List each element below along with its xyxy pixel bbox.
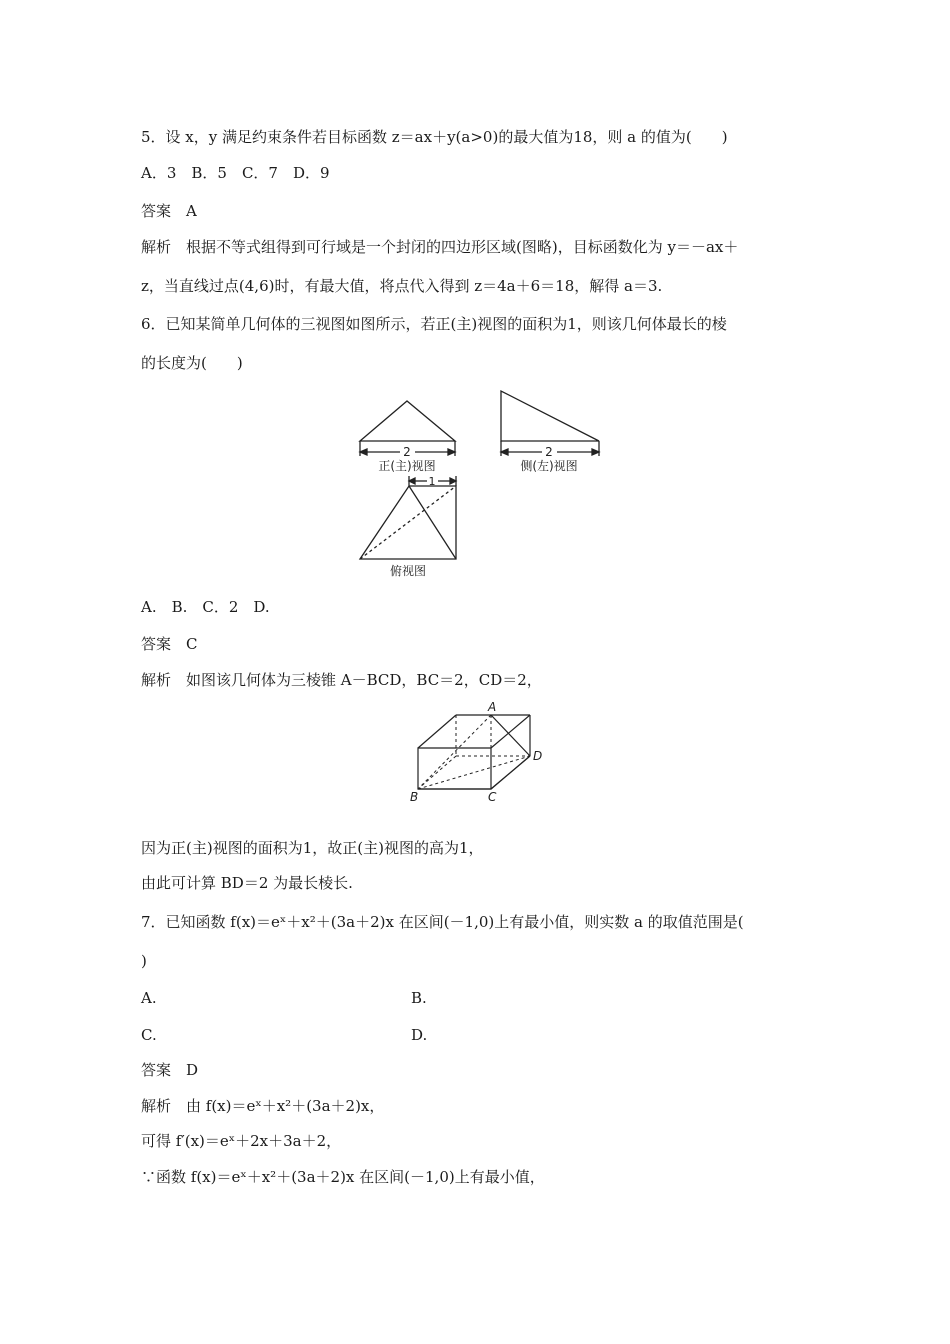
q7-option-c: C.: [141, 1026, 157, 1044]
front-view: [360, 401, 455, 456]
q7-option-a: A.: [141, 989, 157, 1007]
q6-note-line-1: 因为正(主)视图的面积为1，故正(主)视图的高为1，: [141, 839, 484, 857]
front-view-dimension: 2: [403, 445, 411, 459]
q6-stem-line-2: 的长度为( ): [141, 354, 243, 372]
q7-analysis-line-3: ∵函数 f(x)＝eˣ＋x²＋(3a＋2)x 在区间(－1,0)上有最小值，: [141, 1168, 545, 1186]
q7-analysis-line-2: 可得 f′(x)＝eˣ＋2x＋3a＋2，: [141, 1132, 342, 1150]
q6-note-line-2: 由此可计算 BD＝2 为最长棱长.: [141, 874, 353, 892]
q5-analysis-line-1: 解析 根据不等式组得到可行域是一个封闭的四边形区域(图略)，目标函数化为 y＝－ax＋: [141, 238, 739, 256]
q5-stem: 5．设 x，y 满足约束条件若目标函数 z＝ax＋y(a>0)的最大值为18，则 a 的值为( ): [141, 128, 728, 146]
front-view-caption: 正(主)视图: [378, 459, 436, 473]
q6-stem-line-1: 6．已知某简单几何体的三视图如图所示，若正(主)视图的面积为1，则该几何体最长的棱: [141, 315, 727, 333]
q6-analysis-line-1: 解析 如图该几何体为三棱锥 A－BCD，BC＝2，CD＝2，: [141, 671, 542, 689]
top-view-caption: 俯视图: [389, 564, 427, 578]
q7-answer: 答案 D: [141, 1061, 199, 1079]
q5-answer: 答案 A: [141, 202, 197, 220]
top-view-dimension: 1: [428, 475, 436, 488]
side-view: [501, 391, 599, 456]
vertex-label-B: B: [410, 790, 419, 804]
vertex-label-A: A: [488, 700, 497, 714]
q6-answer: 答案 C: [141, 635, 198, 653]
side-view-dimension: 2: [545, 445, 553, 459]
vertex-label-C: C: [488, 790, 497, 804]
q7-stem-line-1: 7．已知函数 f(x)＝eˣ＋x²＋(3a＋2)x 在区间(－1,0)上有最小值，则实数 a 的取值范围是(: [141, 913, 744, 931]
q7-option-d: D.: [411, 1026, 428, 1044]
q6-options: A. B. C．2 D.: [141, 598, 270, 616]
top-view: [360, 476, 456, 559]
q7-option-b: B.: [411, 989, 427, 1007]
q5-analysis-line-2: z，当直线过点(4,6)时，有最大值，将点代入得到 z＝4a＋6＝18，解得 a＝3.: [141, 277, 663, 295]
q5-options: A．3 B．5 C．7 D．9: [141, 164, 330, 182]
q7-analysis-line-1: 解析 由 f(x)＝eˣ＋x²＋(3a＋2)x，: [141, 1097, 385, 1115]
side-view-caption: 侧(左)视图: [520, 459, 578, 473]
q7-stem-line-2: ): [141, 952, 147, 970]
vertex-label-D: D: [533, 749, 543, 763]
